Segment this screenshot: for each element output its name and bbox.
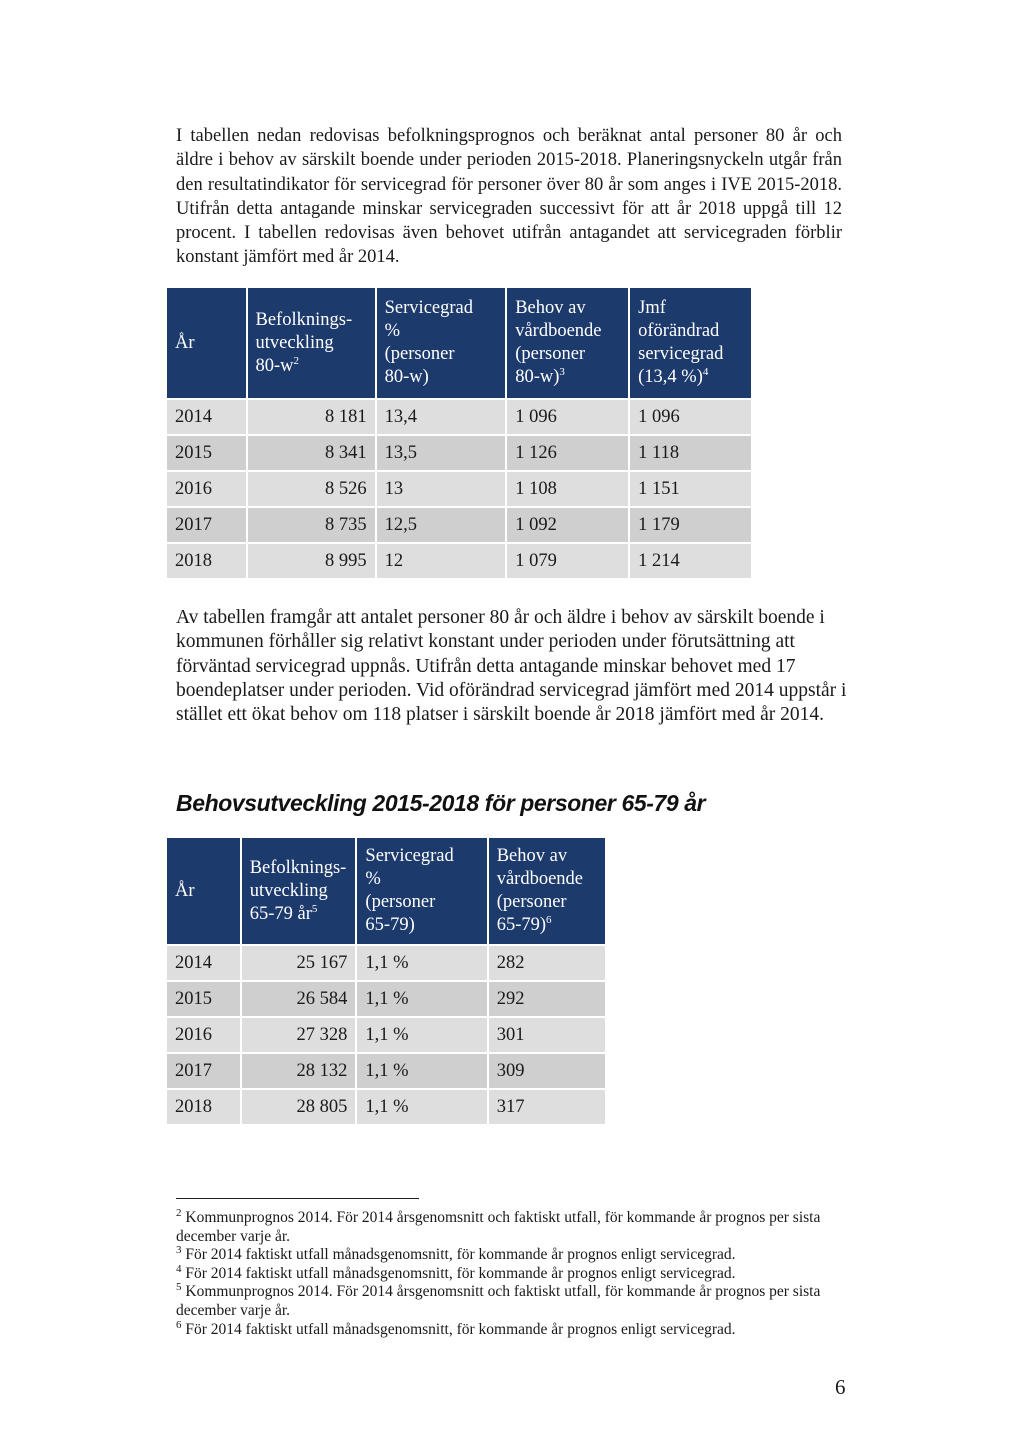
header-care-need: Behov av vårdboende (personer 80-w)$^3$: [506, 287, 629, 399]
table-80-plus: [165, 286, 753, 580]
table-header-row: [166, 837, 606, 945]
table-row: 2018 28 805 1,1 % 317: [166, 1089, 606, 1125]
table-row: 2017 8 735 12,5 1 092 1 179: [166, 507, 752, 543]
footnotes: [176, 1206, 856, 1339]
footnote-3: $^3$ För 2014 faktiskt utfall månadsgenomsnitt, för kommande år prognos enligt servicegrad.: [176, 1244, 736, 1264]
footnote-4: $^4$ För 2014 faktiskt utfall månadsgenomsnitt, för kommande år prognos enligt servicegrad.: [176, 1262, 736, 1282]
table-row: 2014 25 167 1,1 % 282: [166, 945, 606, 981]
table-row: 2014 8 181 13,4 1 096 1 096: [166, 399, 752, 435]
section-heading: Behovsutveckling 2015-2018 för personer 65-79 år: [176, 790, 706, 816]
header-care-need: Behov av vårdboende (personer 65-79)$^6$: [488, 837, 606, 945]
footnote-6: $^6$ För 2014 faktiskt utfall månadsgenomsnitt, för kommande år prognos enligt servicegrad.: [176, 1318, 736, 1338]
table-row: 2016 27 328 1,1 % 301: [166, 1017, 606, 1053]
footnote-5: $^5$ Kommunprognos 2014. För 2014 årsgenomsnitt och faktiskt utfall, för kommande år prognos per sista december varje år.: [176, 1281, 821, 1319]
table-row: 2015 8 341 13,5 1 126 1 118: [166, 435, 752, 471]
analysis-paragraph: Av tabellen framgår att antalet personer 80 år och äldre i behov av särskilt boende i kommunen förhåller sig relativt konstant under perioden under förutsättning att förväntad servicegrad uppnås. Utifrån detta antagande minskar behovet med 17 boendeplatser under perioden. Vid oförändrad servicegrad jämfört med 2014 uppstår i stället ett ökat behov om 118 platser i särskilt boende år 2018 jämfört med år 2014.: [176, 607, 847, 726]
table-65-79: [165, 836, 607, 1126]
header-population: Befolknings- utveckling 65-79 $år^5$: [241, 837, 357, 945]
table-row: 2016 8 526 13 1 108 1 151: [166, 471, 752, 507]
table-header-row: [166, 287, 752, 399]
table-row: 2015 26 584 1,1 % 292: [166, 981, 606, 1017]
header-population: Befolknings- utveckling $80-w^2$: [247, 287, 376, 399]
table-row: 2018 8 995 12 1 079 1 214: [166, 543, 752, 579]
header-year: År: [166, 837, 241, 945]
header-year: År: [166, 287, 247, 399]
header-unchanged-rate: Jmf oförändrad servicegrad (13,4 %)$^4$: [629, 287, 752, 399]
intro-paragraph: I tabellen nedan redovisas befolkningsprognos och beräknat antal personer 80 år och äldre i behov av särskilt boende under perioden 2015-2018. Planeringsnyckeln utgår från den resultatindikator för servicegrad för personer över 80 år som anges i IVE 2015-2018. Utifrån detta antagande minskar servicegraden successivt för att år 2018 uppgå till 12 procent. I tabellen redovisas även behovet utifrån antagandet att servicegraden förblir konstant jämfört med år 2014.: [176, 126, 842, 268]
table-row: 2017 28 132 1,1 % 309: [166, 1053, 606, 1089]
header-service-rate: Servicegrad % (personer 65-79): [356, 837, 487, 945]
page-number: 6: [835, 1375, 846, 1399]
header-service-rate: Servicegrad % (personer 80-w): [376, 287, 507, 399]
footnote-2: $^2$ Kommunprognos 2014. För 2014 årsgenomsnitt och faktiskt utfall, för kommande år prognos per sista december varje år.: [176, 1206, 821, 1245]
footnote-divider: [176, 1198, 419, 1199]
